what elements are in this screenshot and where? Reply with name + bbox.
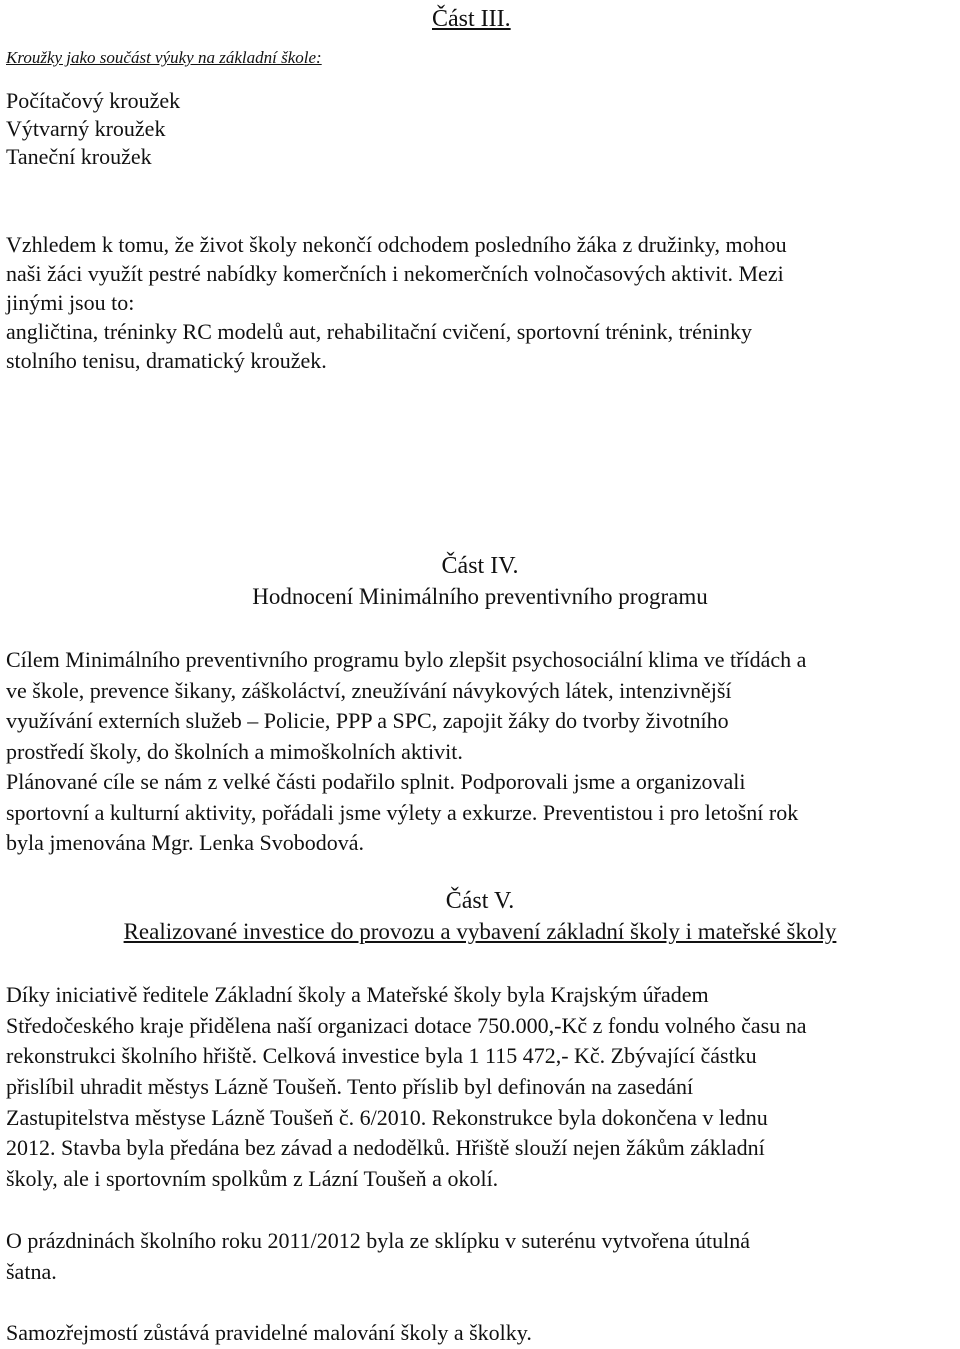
paragraph-prevention-program [6, 645, 806, 859]
text-line: Středočeského kraje přidělena naší organizaci dotace 750.000,-Kč z fondu volného času na [6, 1012, 807, 1038]
text-line: rekonstrukci školního hřiště. Celková investice byla 1 115 472,- Kč. Zbývající částku [6, 1043, 757, 1069]
part-4-heading: Část IV. [441, 553, 519, 579]
text-line: angličtina, tréninky RC modelů aut, rehabilitační cvičení, sportovní trénink, tréninky [6, 319, 752, 344]
text-line: 2012. Stavba byla předána bez závad a nedodělků. Hřiště slouží nejen žákům základní [6, 1135, 765, 1161]
text-line: stolního tenisu, dramatický kroužek. [6, 348, 327, 373]
part-5-title: Realizované investice do provozu a vybavení základní školy i mateřské školy [123, 919, 837, 944]
text-line: Plánované cíle se nám z velké části podařilo splnit. Podporovali jsme a organizovali [6, 769, 746, 794]
list-item: Výtvarný kroužek [6, 116, 166, 141]
text-line: byla jmenována Mgr. Lenka Svobodová. [6, 830, 365, 855]
text-line: sportovní a kulturní aktivity, pořádali jsme výlety a exkurze. Preventistou i pro letošní rok [6, 799, 799, 825]
list-item: Počítačový kroužek [6, 88, 181, 113]
text-line: Zastupitelstva městyse Lázně Toušeň č. 6/2010. Rekonstrukce byla dokončena v lednu [6, 1104, 768, 1130]
text-line: ve škole, prevence šikany, záškoláctví, zneužívání návykových látek, intenzivnější [6, 677, 732, 703]
text-line: přislíbil uhradit městys Lázně Toušeň. Tento příslib byl definován na zasedání [6, 1074, 694, 1100]
paragraph-closing: Samozřejmostí zůstává pravidelné malování školy a školky. [6, 1320, 532, 1345]
text-line: Vzhledem k tomu, že život školy nekončí odchodem posledního žáka z družinky, mohou [6, 232, 787, 257]
text-line: jinými jsou to: [6, 290, 135, 315]
list-item: Taneční kroužek [6, 144, 152, 169]
paragraph-holiday-works [6, 1226, 750, 1288]
paragraph-investments [6, 980, 806, 1195]
part-3-heading: Část III. [432, 6, 511, 32]
text-line: prostředí školy, do školních a mimoškolních aktivit. [6, 738, 463, 764]
text-line: Díky iniciativě ředitele Základní školy a Mateřské školy byla Krajským úřadem [6, 982, 709, 1007]
text-line: naši žáci využít pestré nabídky komerčních i nekomerčních volnočasových aktivit. Mezi [6, 261, 784, 286]
text-line: O prázdninách školního roku 2011/2012 byla ze sklípku v suterénu vytvořena útulná [6, 1228, 750, 1253]
clubs-list [6, 86, 180, 170]
text-line: využívání externích služeb – Policie, PPP a SPC, zapojit žáky do tvorby životního [6, 708, 729, 733]
section-label: Kroužky jako součást výuky na základní škole: [6, 48, 322, 67]
text-line: školy, ale i sportovním spolkům z Lázní Toušeň a okolí. [6, 1166, 499, 1192]
text-line: šatna. [6, 1259, 57, 1284]
part-5-heading: Část V. [445, 888, 515, 914]
text-line: Cílem Minimálního preventivního programu bylo zlepšit psychosociální klima ve třídách a [6, 647, 807, 672]
part-4-title: Hodnocení Minimálního preventivního programu [252, 584, 708, 609]
paragraph-leisure-activities [6, 230, 787, 375]
